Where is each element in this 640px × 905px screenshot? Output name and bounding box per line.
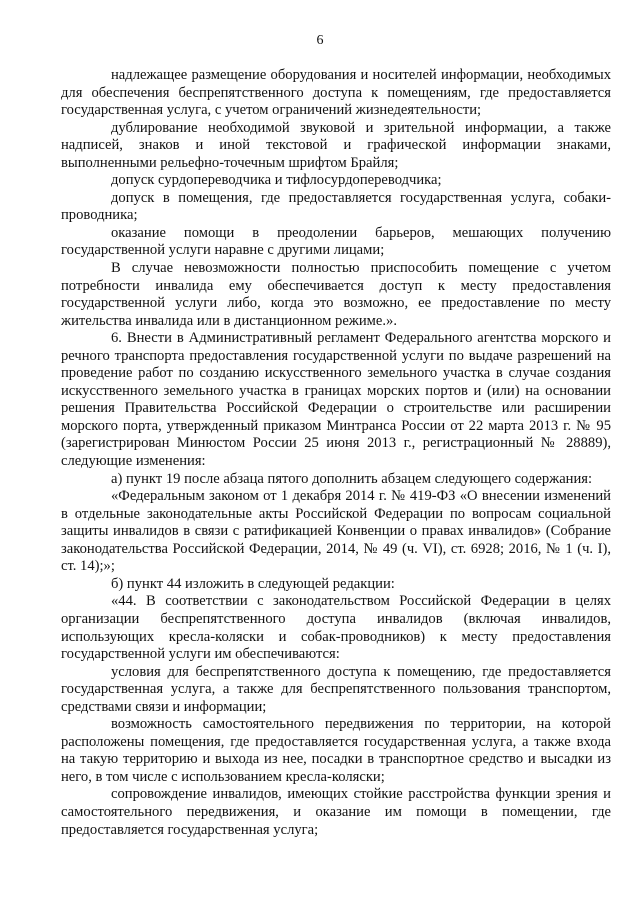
paragraph: возможность самостоятельного передвижения по территории, на которой расположены помещения, где предоставляется государственная услуга, а также входа на такую территорию и выхода из нее, посадки в транспортное средство и высадки из него, в том числе с использованием кресла-коляски; [61, 716, 611, 785]
page-number: 6 [316, 33, 324, 48]
paragraph: дублирование необходимой звуковой и зрительной информации, а также надписей, знаков и иной текстовой и графической информации знаками, выполненными рельефно-точечным шрифтом Брайля; [61, 119, 611, 171]
paragraph: надлежащее размещение оборудования и носителей информации, необходимых для обеспечения беспрепятственного доступа к помещениям, где предоставляется государственная услуга, с учетом ограничений жизнедеятельности; [61, 67, 611, 119]
paragraph: б) пункт 44 изложить в следующей редакции: [111, 575, 395, 592]
paragraph: допуск сурдопереводчика и тифлосурдопереводчика; [111, 172, 442, 189]
document-body [61, 67, 611, 839]
paragraph: допуск в помещения, где предоставляется государственная услуга, собаки-проводника; [61, 189, 611, 224]
paragraph: 6. Внести в Административный регламент Федерального агентства морского и речного транспорта предоставления государственной услуги по выдаче разрешений на проведение работ по созданию искусственного земельного участка в случае создания искусственного земельного участка в границах морских портов и (или) на основании решения Правительства Российской Федерации о строительстве или расширении морского порта, утвержденный приказом Минтранса России от 22 марта 2013 г. № 95 (зарегистрирован Минюстом России 25 июня 2013 г., регистрационный № 28889), следующие изменения: [61, 330, 611, 470]
paragraph: условия для беспрепятственного доступа к помещению, где предоставляется государственная услуга, а также для беспрепятственного пользования транспортом, средствами связи и информации; [61, 663, 611, 715]
paragraph: сопровождение инвалидов, имеющих стойкие расстройства функции зрения и самостоятельного передвижения, и оказание им помощи в помещении, где предоставляется государственная услуга; [61, 786, 611, 838]
paragraph: «Федеральным законом от 1 декабря 2014 г. № 419-ФЗ «О внесении изменений в отдельные законодательные акты Российской Федерации по вопросам социальной защиты инвалидов в связи с ратификацией Конвенции о правах инвалидов» (Собрание законодательства Российской Федерации, 2014, № 49 (ч. VI), ст. 6928; 2016, № 1 (ч. I), ст. 14);»; [61, 488, 611, 575]
paragraph: В случае невозможности полностью приспособить помещение с учетом потребности инвалида ему обеспечивается доступ к месту предоставления государственной услуги либо, когда это возможно, ее предоставление по месту жительства инвалида или в дистанционном режиме.». [61, 260, 611, 329]
paragraph: оказание помощи в преодолении барьеров, мешающих получению государственной услуги наравне с другими лицами; [61, 224, 611, 259]
paragraph: а) пункт 19 после абзаца пятого дополнить абзацем следующего содержания: [111, 470, 593, 487]
paragraph: «44. В соответствии с законодательством Российской Федерации в целях организации беспрепятственного доступа инвалидов (включая инвалидов, использующих кресла-коляски и собак-проводников) к месту предоставления государственной услуги им обеспечиваются: [61, 593, 611, 663]
